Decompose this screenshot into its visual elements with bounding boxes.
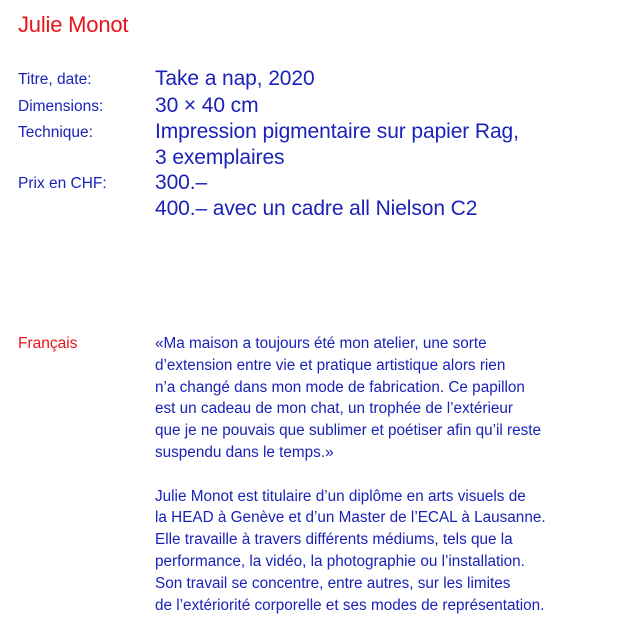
spec-value-line: Take a nap, 2020: [155, 67, 315, 90]
spec-label-technique: Technique:: [18, 124, 93, 141]
spec-row-dimensions: [18, 93, 628, 120]
spec-value-technique: [155, 119, 519, 170]
bio-line: performance, la vidéo, la photographie ou l’installation.: [155, 552, 525, 570]
quote-line: n’a changé dans mon mode de fabrication. Ce papillon: [155, 378, 525, 396]
language-label: Français: [18, 335, 78, 352]
bio-line: de l’extériorité corporelle et ses modes de représentation.: [155, 596, 545, 614]
spec-value-dimensions: [155, 93, 258, 120]
spec-value-title: [155, 66, 315, 93]
spec-row-price: [18, 170, 628, 221]
spec-value-line: 30 × 40 cm: [155, 93, 259, 117]
bio-line: la HEAD à Genève et d’un Master de l’ECAL à Lausanne.: [155, 509, 546, 527]
artist-quote: [155, 333, 635, 464]
quote-line: est un cadeau de mon chat, un trophée de l’extérieur: [155, 400, 514, 418]
quote-line: «Ma maison a toujours été mon atelier, une sorte: [155, 335, 487, 352]
artist-bio: [155, 486, 635, 617]
bio-line: Julie Monot est titulaire d’un diplôme en arts visuels de: [155, 487, 526, 505]
bio-line: Elle travaille à travers différents médiums, tels que la: [155, 531, 513, 549]
spec-value-line: 3 exemplaires: [155, 145, 285, 169]
quote-line: suspendu dans le temps.»: [155, 443, 334, 461]
spec-row-technique: [18, 119, 628, 170]
spec-row-title: [18, 66, 628, 93]
spec-label-title: Titre, date:: [18, 71, 92, 88]
spec-label-dimensions: Dimensions:: [18, 97, 104, 115]
spec-value-line: Impression pigmentaire sur papier Rag,: [155, 120, 519, 143]
spec-value-line: 400.– avec un cadre all Nielson C2: [155, 196, 478, 220]
spec-label-price: Prix en CHF:: [18, 175, 107, 192]
spec-value-line: 300.–: [155, 171, 208, 194]
bio-line: Son travail se concentre, entre autres, sur les limites: [155, 574, 511, 592]
quote-line: d’extension entre vie et pratique artistique alors rien: [155, 356, 506, 374]
artist-name: Julie Monot: [18, 12, 129, 37]
artwork-specs: [18, 66, 628, 221]
description: [155, 333, 635, 638]
quote-line: que je ne pouvais que sublimer et poétiser afin qu’il reste: [155, 422, 542, 440]
spec-value-price: [155, 170, 477, 221]
